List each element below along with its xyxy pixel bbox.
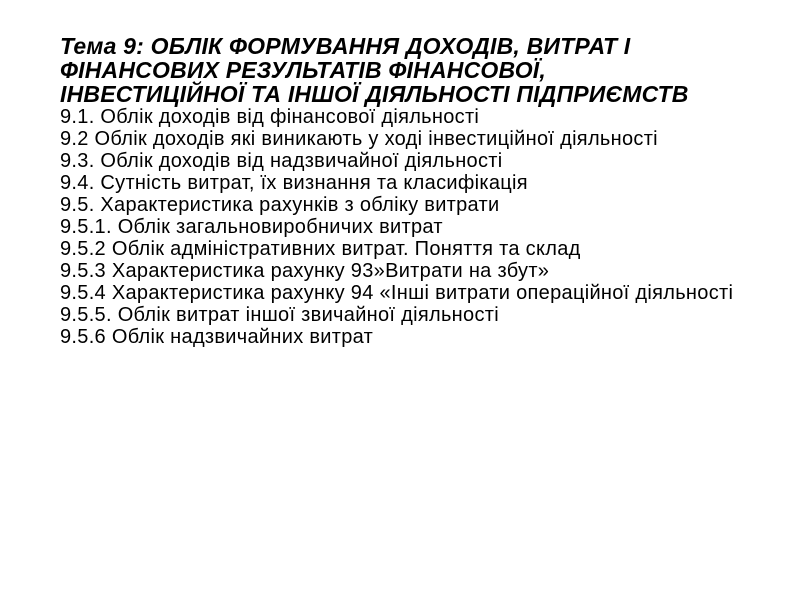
topic-list (60, 106, 740, 348)
topic-item: 9.5. Характеристика рахунків з обліку витрати (60, 194, 500, 216)
topic-item: 9.5.4 Характеристика рахунку 94 «Інші витрати операційної діяльності (60, 282, 734, 304)
slide-content (60, 34, 740, 348)
topic-item: 9.5.2 Облік адміністративних витрат. Поняття та склад (60, 238, 581, 260)
topic-item: 9.5.3 Характеристика рахунку 93»Витрати на збут» (60, 260, 550, 282)
topic-item: 9.1. Облік доходів від фінансової діяльності (60, 106, 480, 128)
topic-item: 9.5.6 Облік надзвичайних витрат (60, 326, 374, 348)
topic-item: 9.3. Облік доходів від надзвичайної діяльності (60, 150, 503, 172)
topic-item: 9.2 Облік доходів які виникають у ході інвестиційної діяльності (60, 128, 658, 150)
topic-item: 9.5.5. Облік витрат іншої звичайної діяльності (60, 304, 499, 326)
topic-item: 9.4. Сутність витрат, їх визнання та класифікація (60, 172, 528, 194)
topic-item: 9.5.1. Облік загальновиробничих витрат (60, 216, 443, 238)
slide-title: Тема 9: ОБЛІК ФОРМУВАННЯ ДОХОДІВ, ВИТРАТ І ФІНАНСОВИХ РЕЗУЛЬТАТІВ ФІНАНСОВОЇ, ІНВЕСТИЦІЙНОЇ ТА ІНШОЇ ДІЯЛЬНОСТІ ПІДПРИЄМСТВ (60, 33, 689, 107)
